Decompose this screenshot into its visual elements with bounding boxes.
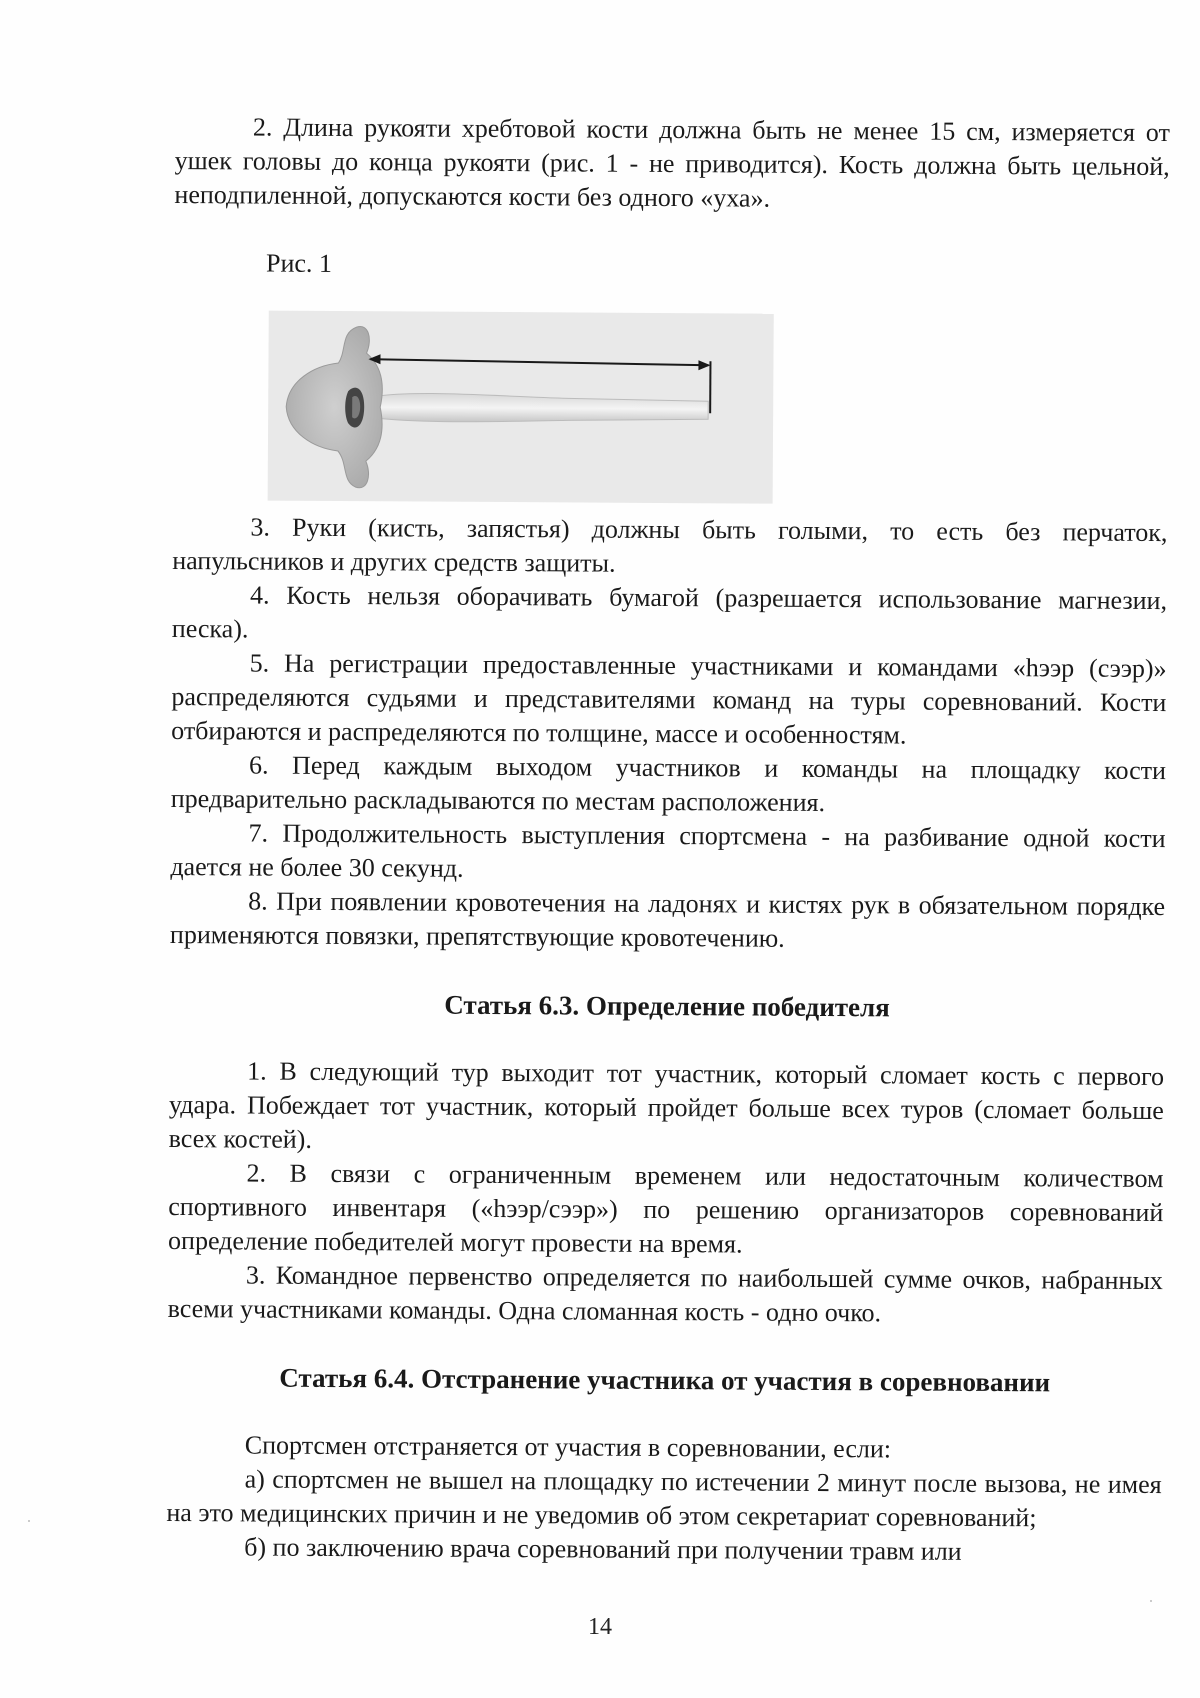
bone-illustration [268, 311, 774, 504]
paragraph-6-3-2: 2. В связи с ограниченным временем или недостаточным количеством спортивного инвентаря («һээр/сээр») по решению организаторов соревнований определение победителей могут провести на время. [168, 1158, 1164, 1259]
paragraph-8-bleeding: 8. При появлении кровотечения на ладонях и кистях рук в обязательном порядке применяются повязки, препятствующие кровотечению. [169, 886, 1166, 953]
paragraph-6-4-intro: Спортсмен отстраняется от участия в соревновании, если: [244, 1430, 892, 1464]
figure-1-spine-bone [268, 311, 774, 504]
paragraph-6-3-1: 1. В следующий тур выходит тот участник, который сломает кость с первого удара. Побеждает тот участник, который пройдет больше всех туров (сломает больше всех костей). [168, 1056, 1165, 1154]
figure-caption: Рис. 1 [265, 248, 333, 278]
paragraph-7-duration: 7. Продолжительность выступления спортсмена - на разбивание одной кости дается не более 30 секунд. [170, 818, 1166, 883]
paragraph-6-4-b: б) по заключению врача соревнований при получении травм или [244, 1532, 962, 1566]
bone-head [286, 326, 383, 488]
paragraph-4-wrapping: 4. Кость нельзя оборачивать бумагой (разрешается использование магнезии, песка). [171, 580, 1168, 644]
paragraph-6-4-a: а) спортсмен не вышел на площадку по истечении 2 минут после вызова, не имея на это медицинских причин и не уведомив об этом секретариат соревнований; [166, 1464, 1162, 1533]
heading-article-6-4: Статья 6.4. Отстранение участника от участия в соревновании [279, 1362, 1051, 1398]
paragraph-6-placement: 6. Перед каждым выходом участников и команды на площадку кости предварительно раскладываются по местам расположения. [170, 750, 1167, 817]
paragraph-5-registration: 5. На регистрации предоставленные участниками и командами «һээр (сээр)» распределяются судьями и представителями команд на туры соревнований. Кости отбираются и распределяются по толщине, массе и особенностям. [171, 648, 1167, 750]
measure-line [370, 359, 708, 365]
page-number: 14 [588, 1614, 612, 1640]
heading-article-6-3: Статья 6.3. Определение победителя [444, 989, 890, 1023]
scan-speck [28, 1520, 30, 1522]
paragraph-2-bone-length: 2. Длина рукояти хребтовой кости должна быть не менее 15 см, измеряется от ушек головы до конца рукояти (рис. 1 - не приводится). Кость должна быть цельной, неподпиленной, допускаются кости без одного «уха». [174, 112, 1170, 213]
scan-speck [1150, 1600, 1152, 1602]
bone-shaft [368, 393, 708, 423]
page-content [166, 110, 1170, 1570]
paragraph-3-hands: 3. Руки (кисть, запястья) должны быть голыми, то есть без перчаток, напульсников и других средств защиты. [172, 512, 1168, 578]
measure-arrow-right [698, 360, 710, 370]
paragraph-6-3-3: 3. Командное первенство определяется по наибольшей сумме очков, набранных всеми участниками команды. Одна сломанная кость - одно очко. [167, 1260, 1163, 1328]
